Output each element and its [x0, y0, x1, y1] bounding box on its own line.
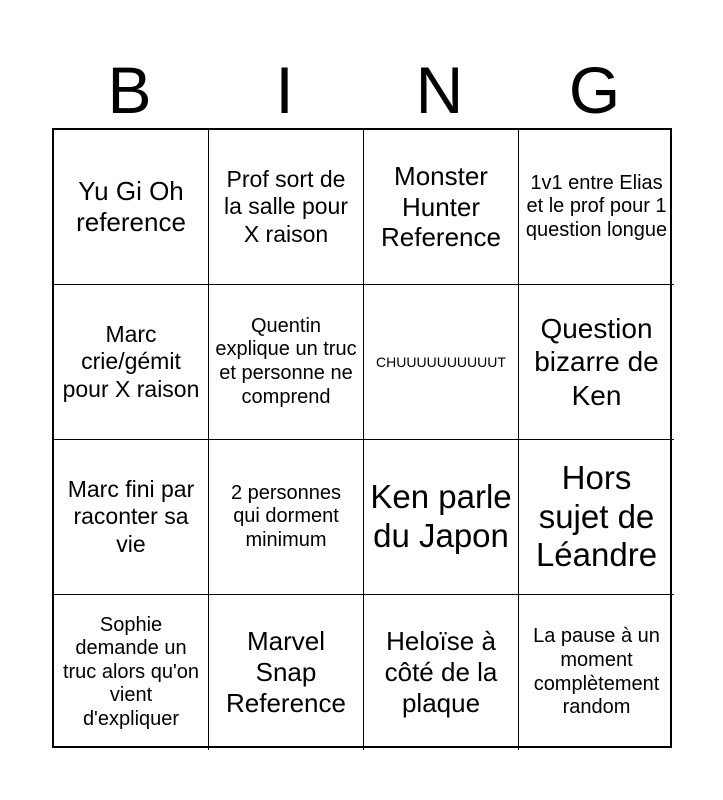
bingo-cell[interactable]	[364, 440, 519, 595]
header-letter-g: G	[568, 53, 621, 127]
bingo-cell-text: Monster Hunter Reference	[381, 160, 501, 253]
bingo-cell[interactable]	[519, 595, 674, 750]
bingo-cell-text: Quentin explique un truc et personne ne comprend	[215, 314, 357, 408]
bingo-cell[interactable]	[54, 285, 209, 440]
bingo-board	[52, 128, 672, 748]
bingo-cell-text: CHUUUUUUUUUUT	[376, 353, 506, 370]
bingo-cell-text: Hors sujet de Léandre	[535, 458, 658, 574]
bingo-cell-text: 1v1 entre Elias et le prof pour 1 question longue	[525, 171, 668, 241]
bingo-cell-text: 2 personnes qui dorment minimum	[230, 481, 342, 551]
bingo-cell-text: Ken parle du Japon	[370, 478, 512, 554]
bingo-cell-text: Marvel Snap Reference	[226, 626, 346, 718]
bingo-cell-text: Prof sort de la salle pour X raison	[223, 166, 349, 247]
bingo-cell[interactable]	[364, 130, 519, 285]
bingo-header	[52, 52, 672, 128]
bingo-cell[interactable]	[54, 130, 209, 285]
bingo-cell-text: Question bizarre de Ken	[534, 313, 659, 411]
header-letter-i: I	[275, 53, 294, 127]
bingo-cell[interactable]	[519, 130, 674, 285]
bingo-cell[interactable]	[519, 440, 674, 595]
bingo-cell-text: Yu Gi Oh reference	[76, 176, 186, 237]
bingo-cell-text: Heloïse à côté de la plaque	[384, 626, 498, 718]
bingo-cell[interactable]	[364, 595, 519, 750]
bingo-cell[interactable]	[209, 130, 364, 285]
bingo-cell[interactable]	[209, 595, 364, 750]
bingo-cell[interactable]	[519, 285, 674, 440]
bingo-cell-text: La pause à un moment complètement random	[533, 625, 660, 719]
header-letter-b: B	[107, 53, 152, 127]
header-letter-n: N	[415, 53, 464, 127]
bingo-cell[interactable]	[209, 285, 364, 440]
bingo-cell-text: Marc crie/gémit pour X raison	[62, 321, 200, 402]
bingo-cell[interactable]	[209, 440, 364, 595]
bingo-cell[interactable]	[54, 595, 209, 750]
bingo-cell-text: Sophie demande un truc alors qu'on vient d'expliquer	[62, 613, 200, 730]
bingo-cell-text: Marc fini par raconter sa vie	[67, 476, 195, 557]
bingo-cell[interactable]	[54, 440, 209, 595]
bingo-cell[interactable]	[364, 285, 519, 440]
